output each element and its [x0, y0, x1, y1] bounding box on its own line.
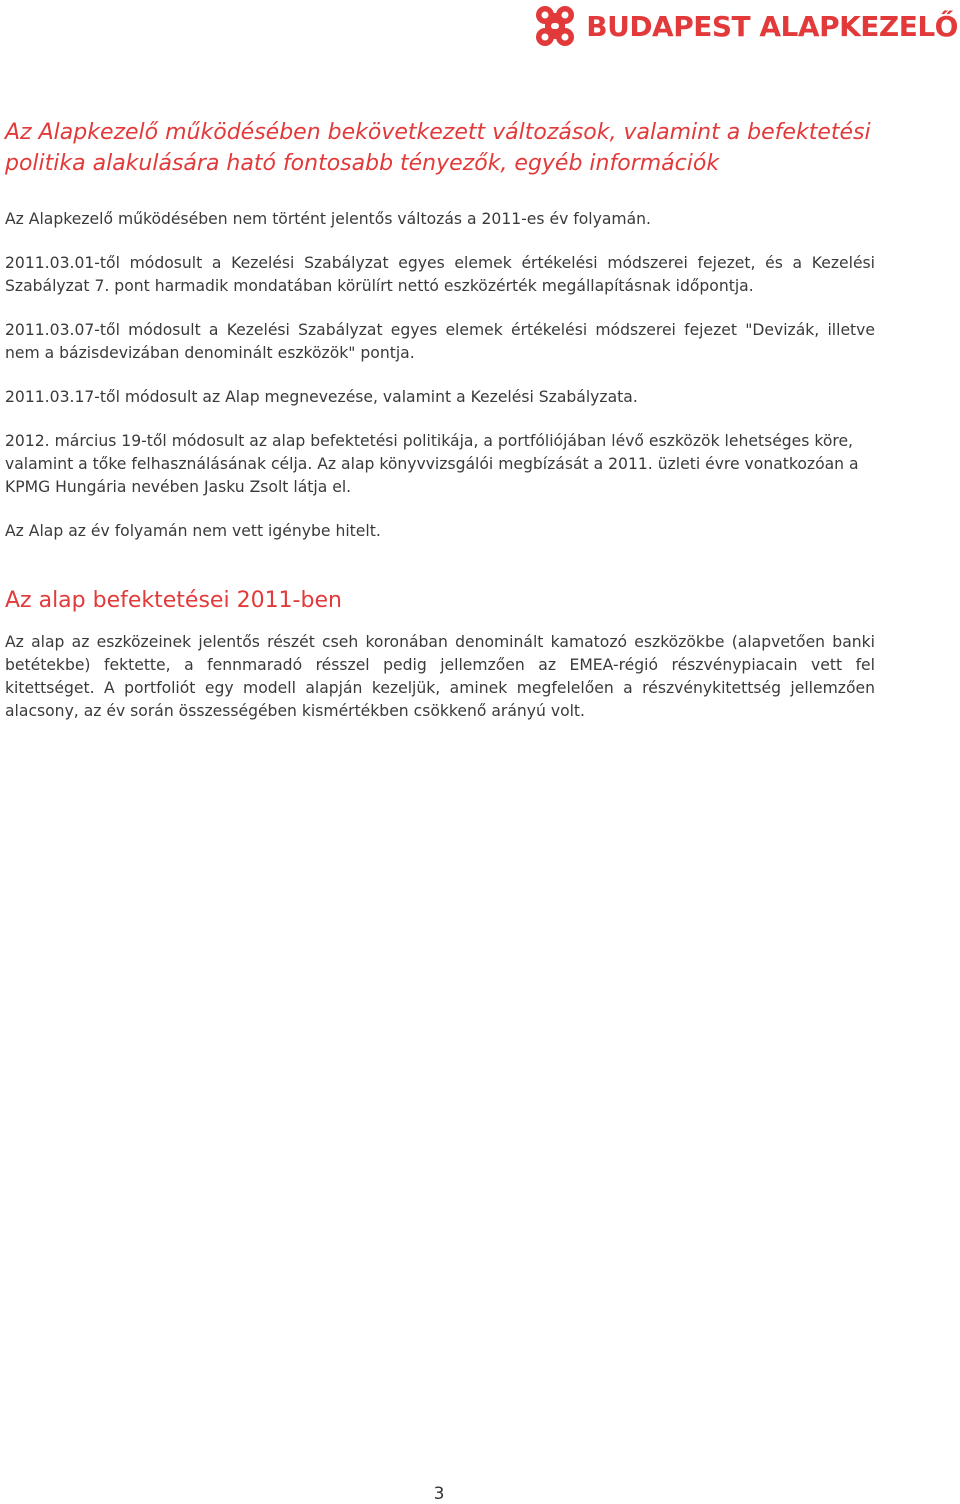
section-title-changes: Az Alapkezelő működésében bekövetkezett változások, valamint a befektetési politika alakulására ható fontosabb tényezők, egyéb információk — [5, 120, 871, 176]
brand-logo — [532, 4, 958, 48]
paragraph-change-0317: 2011.03.17-től módosult az Alap megnevezése, valamint a Kezelési Szabályzata. — [5, 388, 638, 406]
paragraph-no-changes: Az Alapkezelő működésében nem történt jelentős változás a 2011-es év folyamán. — [5, 210, 651, 228]
section-title-investments: Az alap befektetései 2011-ben — [5, 588, 342, 613]
paragraph-no-credit: Az Alap az év folyamán nem vett igénybe hitelt. — [5, 522, 381, 540]
paragraph-change-0307: 2011.03.07-től módosult a Kezelési Szabályzat egyes elemek értékelési módszerei fejezet "Devizák, illetve nem a bázisdevizában denominált eszközök" pontja. — [5, 321, 875, 362]
paragraph-change-0301: 2011.03.01-től módosult a Kezelési Szabályzat egyes elemek értékelési módszerei fejezet, és a Kezelési Szabályzat 7. pont harmadik mondatában körülírt nettó eszközérték megállapításnak időpontja. — [5, 254, 875, 295]
brand-name: BUDAPEST ALAPKEZELŐ — [586, 9, 958, 43]
paragraph-change-2012: 2012. március 19-től módosult az alap befektetési politikája, a portfóliójában lévő eszközök lehetséges köre, valamint a tőke felhasználásának célja. Az alap könyvvizsgálói megbízását a 2011. üzleti évre vonatkozóan a KPMG Hungária nevében Jasku Zsolt látja el. — [5, 432, 859, 496]
paragraph-investments: Az alap az eszközeinek jelentős részét cseh koronában denominált kamatozó eszközökbe (alapvetően banki betétekbe) fektette, a fennmaradó résszel pedig jellemzően az EMEA-régió részvénypiacain vett fel kitettséget. A portfoliót egy modell alapján kezeljük, aminek megfelelően a részvénykitettség jellemzően alacsony, az év során összességében kismértékben csökkenő arányú volt. — [5, 633, 875, 720]
logo-mark-icon — [532, 4, 578, 48]
document-body — [5, 117, 875, 744]
page-number: 3 — [433, 1484, 445, 1504]
